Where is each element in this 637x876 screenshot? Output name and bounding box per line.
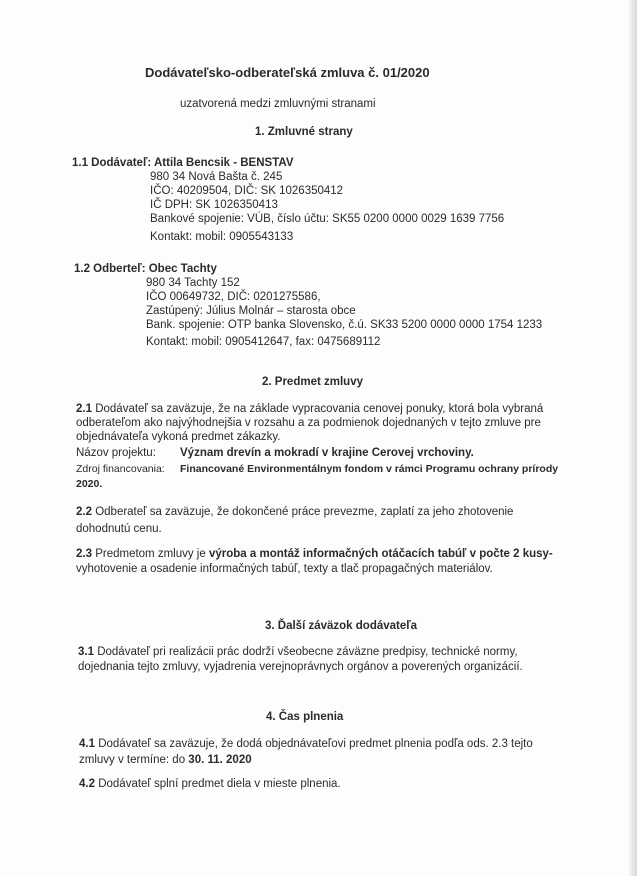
buyer-representative: Zastúpený: Július Molnár – starosta obce [146,305,356,317]
paragraph-2-1-line-3: objednávateľa vykoná predmet zákazky. [76,431,281,443]
funding-year: 2020. [76,478,103,490]
supplier-address: 980 34 Nová Bašta č. 245 [150,171,283,183]
paragraph-2-3-line-1: 2.3 Predmetom zmluvy je výroba a montáž informačných otáčacích tabúľ v počte 2 kusy- [76,548,553,560]
paragraph-2-1-line-1: 2.1 Dodávateľ sa zaväzuje, že na základe vypracovania cenovej ponuky, ktorá bola vybraná [76,403,544,415]
paragraph-2-3-line-2: vyhotovenie a osadenie informačných tabúľ, texty a tlač propagačných materiálov. [76,563,493,575]
section-4-heading: 4. Čas plnenia [266,711,344,723]
supplier-icdph: IČ DPH: SK 1026350413 [150,199,278,211]
section-3-heading: 3. Ďalší záväzok dodávateľa [265,620,418,632]
paragraph-2-1-number: 2.1 [76,403,92,415]
paragraph-4-2: 4.2 Dodávateľ splní predmet diela v mieste plnenia. [79,778,341,790]
buyer-address: 980 34 Tachty 152 [146,277,240,289]
funding-label: Zdroj financovania: [76,463,165,475]
document-subtitle: uzatvorená medzi zmluvnými stranami [180,98,376,110]
paragraph-2-2-line-2: dohodnutú cenu. [76,523,162,535]
paragraph-3-1-line-1: 3.1 Dodávateľ pri realizácii prác dodrží všeobecne záväzne predpisy, technické normy, [78,646,518,658]
section-1-heading: 1. Zmluvné strany [255,126,353,138]
section-2-heading: 2. Predmet zmluvy [262,376,363,388]
buyer-ico: IČO 00649732, DIČ: 0201275586, [146,291,321,303]
project-label: Názov projektu: [76,447,156,459]
project-value: Význam drevín a mokradí v krajine Cerovej vrchoviny. [180,447,474,459]
buyer-bank: Bank. spojenie: OTP banka Slovensko, č.ú. SK33 5200 0000 0000 1754 1233 [146,319,543,331]
paragraph-3-1-number: 3.1 [78,646,94,658]
funding-value: Financované Environmentálnym fondom v rámci Programu ochrany prírody [180,463,559,475]
paragraph-4-1-line-2: zmluvy v termíne: do 30. 11. 2020 [79,754,252,766]
supplier-bank: Bankové spojenie: VÚB, číslo účtu: SK55 0200 0000 0029 1639 7756 [150,213,505,225]
buyer-label: 1.2 Odberteľ: Obec Tachty [74,263,217,275]
paragraph-2-3-number: 2.3 [76,548,92,560]
paragraph-4-1-line-1: 4.1 Dodávateľ sa zaväzuje, že dodá objednávateľovi predmet plnenia podľa ods. 2.3 tejto [79,738,533,750]
delivery-date: 30. 11. 2020 [188,754,252,766]
supplier-label: 1.1 Dodávateľ: Attila Bencsik - BENSTAV [72,157,294,169]
paragraph-2-3-subject: výroba a montáž informačných otáčacích tabúľ v počte 2 kusy- [208,548,553,560]
paragraph-3-1-line-2: dojednania tejto zmluvy, vyjadrenia verejnoprávnych orgánov a poverených organizácií. [78,661,523,673]
document-title: Dodávateľsko-odberateľská zmluva č. 01/2020 [145,65,430,80]
paragraph-2-2-line-1: 2.2 Odberateľ sa zaväzuje, že dokončené práce prevezme, zaplatí za jeho zhotovenie [76,506,514,518]
buyer-contact: Kontakt: mobil: 0905412647, fax: 0475689112 [146,336,381,348]
supplier-ico: IČO: 40209504, DIČ: SK 1026350412 [150,185,344,197]
paragraph-4-2-number: 4.2 [79,778,95,790]
scan-edge-shadow [629,0,637,876]
paragraph-4-1-number: 4.1 [79,738,95,750]
paragraph-2-1-line-2: odberateľom ako najvýhodnejšia v rozsahu a za podmienok dojednaných v tejto zmluve pre [76,417,541,429]
supplier-contact: Kontakt: mobil: 0905543133 [150,231,294,243]
paragraph-2-2-number: 2.2 [76,506,92,518]
